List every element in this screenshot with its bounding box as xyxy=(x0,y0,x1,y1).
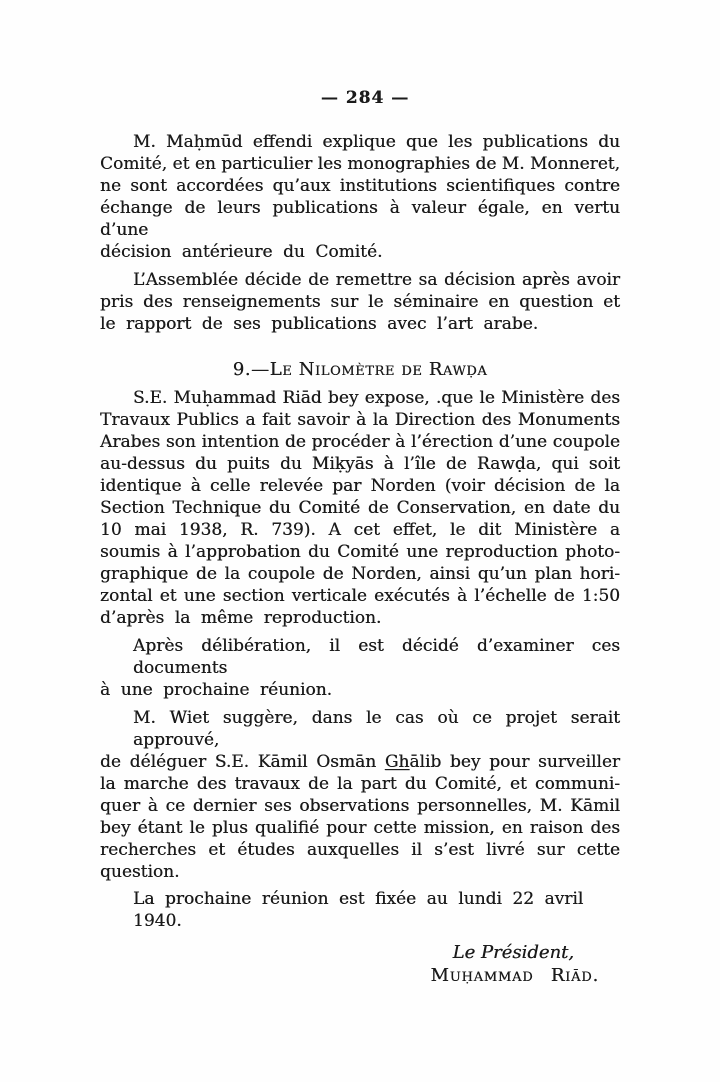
text-line: La prochaine réunion est fixée au lundi 22 avril 1940. xyxy=(133,889,584,931)
text-line: soumis à l’approbation du Comité une reproduction photo- xyxy=(100,542,620,562)
section-heading-nilometre: 9.—Le Nilomètre de Rawḍa xyxy=(232,359,488,380)
paragraph-riad-expose xyxy=(100,387,620,629)
text-line: le rapport de ses publications avec l’art arabe. xyxy=(100,314,539,334)
underlined-text: Gh xyxy=(384,752,410,772)
text-line xyxy=(100,751,620,773)
paragraph-mahmud-publications xyxy=(100,131,620,263)
signature-role: Le Président, xyxy=(452,942,574,963)
text-line: échange de leurs publications à valeur égale, en vertu d’une xyxy=(100,198,620,240)
text-line: ne sont accordées qu’aux institutions scientifiques contre xyxy=(100,176,620,196)
text-line: 10 mai 1938, R. 739). A cet effet, le dit Ministère a xyxy=(100,520,620,540)
page-number: — 284 — xyxy=(320,88,410,108)
text-line: L’Assemblée décide de remettre sa décision après avoir xyxy=(133,270,620,290)
text-line: Comité, et en particulier les monographies de M. Monneret, xyxy=(100,154,620,174)
text-line: la marche des travaux de la part du Comité, et communi- xyxy=(100,774,620,794)
text-line: Section Technique du Comité de Conservation, en date du xyxy=(100,498,620,518)
paragraph-prochaine-reunion xyxy=(100,888,620,932)
text-line: Après délibération, il est décidé d’examiner ces documents xyxy=(133,636,620,678)
text-line: S.E. Muḥammad Riād bey expose, .que le Ministère des xyxy=(133,388,620,408)
signature-block xyxy=(100,941,620,987)
text-line: pris des renseignements sur le séminaire en question et xyxy=(100,292,620,312)
text-line: quer à ce dernier ses observations personnelles, M. Kāmil xyxy=(100,796,620,816)
text-line: M. Maḥmūd effendi explique que les publications du xyxy=(133,132,620,152)
text-line: recherches et études auxquelles il s’est livré sur cette xyxy=(100,840,620,860)
text-line: d’après la même reproduction. xyxy=(100,608,382,628)
text-segment: de déléguer S.E. Kāmil Osmān xyxy=(100,752,385,772)
text-line: Arabes son intention de procéder à l’érection d’une coupole xyxy=(100,432,620,452)
text-line: zontal et une section verticale exécutés à l’échelle de 1:50 xyxy=(100,586,620,606)
paragraph-deliberation xyxy=(100,635,620,701)
text-line: au-dessus du puits du Miḳyās à l’île de Rawḍa, qui soit xyxy=(100,454,620,474)
text-line: à une prochaine réunion. xyxy=(100,680,333,700)
signature-name: Muḥammad Riād. xyxy=(430,965,599,986)
text-line: identique à celle relevée par Norden (voir décision de la xyxy=(100,476,620,496)
text-line: décision antérieure du Comité. xyxy=(100,242,383,262)
text-line: M. Wiet suggère, dans le cas où ce projet serait approuvé, xyxy=(133,708,620,750)
text-block xyxy=(100,88,620,987)
paragraph-assemblee-decision xyxy=(100,269,620,335)
text-line: Travaux Publics a fait savoir à la Direction des Monuments xyxy=(100,410,620,430)
text-line: graphique de la coupole de Norden, ainsi qu’un plan hori- xyxy=(100,564,620,584)
text-segment: ālib bey pour surveiller xyxy=(409,752,621,772)
paragraph-wiet-suggestion xyxy=(100,707,620,883)
text-line: question. xyxy=(100,862,180,882)
text-line: bey étant le plus qualifié pour cette mission, en raison des xyxy=(100,818,620,838)
